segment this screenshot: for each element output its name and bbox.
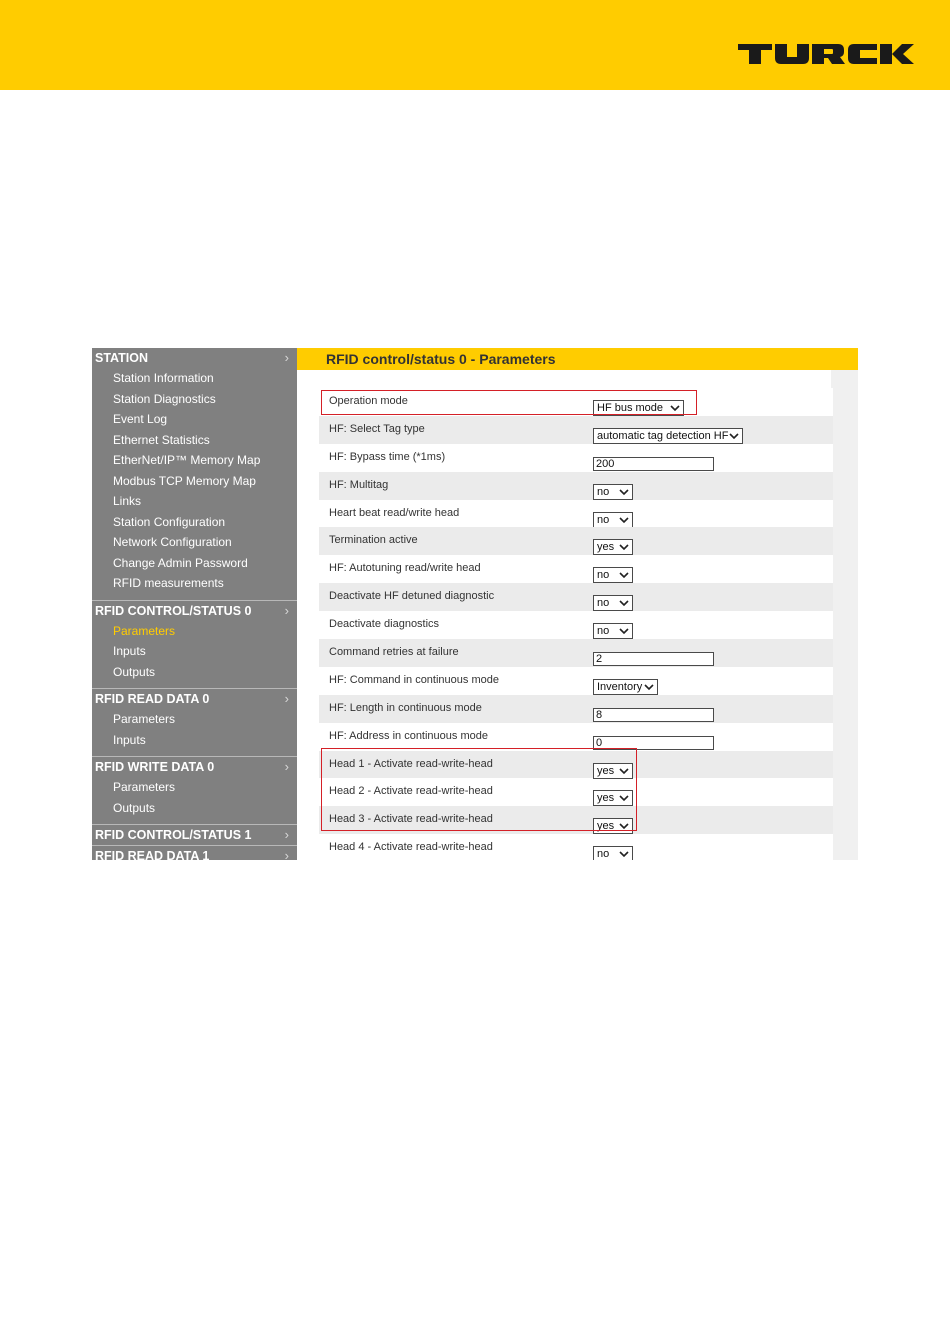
chevron-down-icon [643, 680, 655, 694]
param-row [319, 444, 833, 472]
parameters-panel [319, 388, 833, 860]
param-control [593, 785, 633, 805]
sidebar-item-inputs[interactable]: Inputs [113, 732, 146, 747]
nav-heading-label: RFID CONTROL/STATUS 1 [95, 828, 252, 842]
select-value: HF bus mode [597, 402, 664, 414]
scrollbar-track[interactable] [831, 370, 858, 860]
param-select-hf-autotuning-read-write-head[interactable] [593, 567, 633, 583]
nav-heading-label: RFID CONTROL/STATUS 0 [95, 603, 252, 618]
param-select-hf-select-tag-type[interactable] [593, 428, 743, 444]
param-row [319, 778, 833, 806]
param-control [593, 590, 633, 610]
chevron-down-icon [669, 401, 681, 415]
param-control [593, 758, 633, 777]
chevron-down-icon [618, 791, 630, 805]
nav-heading-rfid-read-data-0[interactable] [92, 689, 297, 709]
select-value: no [597, 485, 610, 498]
param-control [593, 618, 633, 638]
chevron-down-icon [618, 513, 630, 527]
chevron-right-icon: › [284, 759, 289, 774]
chevron-down-icon [618, 847, 630, 860]
select-value: yes [597, 541, 615, 554]
nav-heading-rfid-read-data-1[interactable] [92, 846, 297, 860]
param-label: HF: Select Tag type [329, 422, 425, 435]
select-value: automatic tag detection HF [597, 429, 729, 442]
web-server-screenshot [92, 342, 858, 860]
param-select-head-1-activate-read-write-head[interactable] [593, 763, 633, 779]
param-row [319, 695, 833, 723]
param-row [319, 834, 833, 860]
select-value: yes [597, 792, 615, 805]
chevron-down-icon [618, 596, 630, 610]
page-title: RFID control/status 0 - Parameters [297, 348, 858, 370]
nav-heading-label: STATION [95, 351, 149, 365]
param-control [593, 674, 658, 693]
nav-section-rfid-control-status-0 [92, 600, 297, 689]
chevron-right-icon: › [284, 691, 289, 706]
param-label: Head 2 - Activate read-write-head [329, 785, 493, 798]
select-value: no [597, 625, 610, 638]
param-control [593, 395, 684, 414]
param-select-hf-multitag[interactable] [593, 484, 633, 500]
select-value: Inventory [597, 680, 643, 693]
nav-heading-label: RFID WRITE DATA 0 [95, 760, 215, 774]
sidebar-item-station-information[interactable]: Station Information [113, 371, 214, 385]
chevron-right-icon: › [284, 602, 289, 618]
select-value: no [597, 569, 610, 582]
chevron-right-icon: › [284, 827, 289, 842]
param-row [319, 527, 833, 555]
param-select-heart-beat-read-write-head[interactable] [593, 512, 633, 528]
param-label: Head 1 - Activate read-write-head [329, 757, 493, 770]
nav-heading-station[interactable] [92, 348, 297, 368]
param-select-hf-command-in-continuous-mode[interactable] [593, 679, 658, 695]
sidebar-item-parameters[interactable]: Parameters [113, 780, 176, 794]
sidebar-nav [92, 348, 297, 860]
param-control [593, 479, 633, 498]
chevron-right-icon: › [284, 848, 289, 860]
sidebar-item-ethernet-statistics[interactable]: Ethernet Statistics [113, 432, 210, 447]
param-control [593, 702, 714, 721]
sidebar-item-network-configuration[interactable]: Network Configuration [113, 535, 232, 549]
param-label: HF: Bypass time (*1ms) [329, 450, 446, 463]
nav-heading-label: RFID READ DATA 1 [95, 849, 210, 860]
nav-section-rfid-write-data-0 [92, 756, 297, 824]
sidebar-item-rfid-measurements[interactable]: RFID measurements [113, 576, 224, 590]
nav-heading-rfid-control-status-0[interactable] [92, 601, 297, 621]
main-content [297, 348, 858, 860]
sidebar-item-change-admin-password[interactable]: Change Admin Password [113, 555, 248, 570]
param-control [593, 562, 633, 582]
param-row [319, 639, 833, 667]
param-control [593, 646, 714, 666]
param-control [593, 534, 633, 554]
select-value: no [597, 848, 610, 860]
param-label: HF: Command in continuous mode [329, 673, 499, 686]
param-label: Termination active [329, 534, 418, 547]
param-row [319, 751, 833, 779]
param-select-deactivate-diagnostics[interactable] [593, 623, 633, 639]
param-row [319, 583, 833, 611]
param-control [593, 507, 633, 526]
param-row [319, 667, 833, 695]
param-label: Command retries at failure [329, 646, 459, 659]
param-label: HF: Address in continuous mode [329, 729, 488, 742]
param-row [319, 416, 833, 444]
nav-section-rfid-read-data-0 [92, 688, 297, 756]
sidebar-item-parameters[interactable]: Parameters [113, 712, 176, 726]
param-input-hf-length-in-continuous-mode[interactable]: 8 [593, 708, 714, 722]
chevron-down-icon [618, 624, 630, 638]
param-label: Head 4 - Activate read-write-head [329, 841, 493, 854]
chevron-down-icon [618, 819, 630, 833]
sidebar-item-inputs[interactable]: Inputs [113, 644, 146, 658]
param-label: HF: Multitag [329, 478, 389, 491]
chevron-down-icon [618, 540, 630, 554]
nav-section-rfid-read-data-1 [92, 845, 297, 860]
select-value: yes [597, 820, 615, 833]
select-value: yes [597, 764, 615, 777]
nav-section-rfid-control-status-1 [92, 824, 297, 845]
param-row [319, 388, 833, 416]
chevron-down-icon [728, 429, 740, 443]
nav-heading-rfid-control-status-1[interactable] [92, 825, 297, 845]
header-bar [0, 0, 950, 90]
chevron-down-icon [618, 568, 630, 582]
sidebar-item-station-diagnostics[interactable]: Station Diagnostics [113, 391, 216, 406]
param-row [319, 611, 833, 639]
nav-section-station [92, 348, 297, 600]
param-select-termination-active[interactable] [593, 539, 633, 555]
param-select-head-3-activate-read-write-head[interactable] [593, 818, 633, 834]
param-control [593, 423, 743, 442]
param-select-head-4-activate-read-write-head[interactable] [593, 846, 633, 860]
param-control [593, 841, 633, 860]
param-control [593, 730, 714, 749]
param-select-operation-mode[interactable] [593, 400, 684, 416]
sidebar-item-event-log[interactable]: Event Log [113, 412, 168, 426]
param-input-hf-bypass-time-1ms[interactable]: 200 [593, 457, 714, 471]
nav-heading-rfid-write-data-0[interactable] [92, 757, 297, 777]
param-select-deactivate-hf-detuned-diagnostic[interactable] [593, 595, 633, 611]
param-label: Deactivate diagnostics [329, 618, 440, 631]
nav-heading-label: RFID READ DATA 0 [95, 692, 210, 706]
turck-logo [738, 44, 914, 66]
sidebar-item-ethernet-ip-memory-map[interactable]: EtherNet/IP™ Memory Map [113, 453, 261, 467]
param-control [593, 813, 633, 833]
param-label: Head 3 - Activate read-write-head [329, 813, 493, 826]
param-label: Deactivate HF detuned diagnostic [329, 590, 495, 603]
chevron-down-icon [618, 485, 630, 499]
sidebar-item-station-configuration[interactable]: Station Configuration [113, 514, 226, 529]
param-label: Heart beat read/write head [329, 506, 460, 519]
chevron-right-icon: › [284, 350, 289, 365]
sidebar-item-outputs[interactable]: Outputs [113, 664, 156, 679]
param-row [319, 723, 833, 751]
param-label: HF: Length in continuous mode [329, 701, 482, 714]
param-label: Operation mode [329, 395, 408, 407]
sidebar-item-parameters[interactable]: Parameters [113, 623, 176, 638]
param-input-hf-address-in-continuous-mode[interactable]: 0 [593, 736, 714, 750]
select-value: no [597, 597, 610, 610]
sidebar-item-outputs[interactable]: Outputs [113, 800, 156, 815]
chevron-down-icon [618, 764, 630, 778]
sidebar-item-links[interactable]: Links [113, 494, 142, 508]
select-value: no [597, 513, 610, 526]
param-control [593, 451, 714, 470]
param-label: HF: Autotuning read/write head [329, 562, 481, 575]
param-select-head-2-activate-read-write-head[interactable] [593, 790, 633, 806]
param-row [319, 500, 833, 528]
param-row [319, 472, 833, 500]
sidebar-item-modbus-tcp-memory-map[interactable]: Modbus TCP Memory Map [113, 473, 256, 488]
param-row [319, 806, 833, 834]
param-input-command-retries-at-failure[interactable]: 2 [593, 652, 714, 666]
param-row [319, 555, 833, 583]
